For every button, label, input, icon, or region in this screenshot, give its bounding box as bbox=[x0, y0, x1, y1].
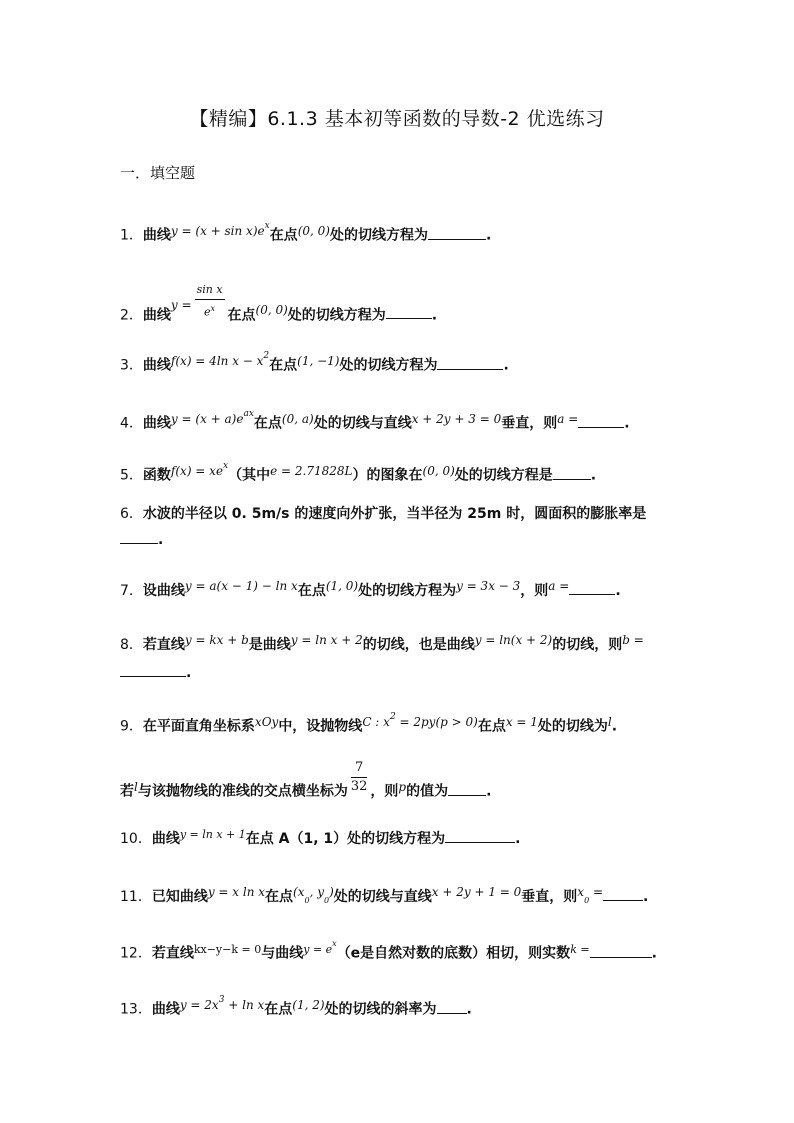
question-9: 9．在平面直角坐标系xOy中，设抛物线C : $x^2 = 2py(p > 0)$在点x = 1处的切线为l. bbox=[120, 712, 618, 735]
answer-blank[interactable] bbox=[120, 529, 158, 544]
answer-blank[interactable] bbox=[603, 886, 643, 901]
answer-blank[interactable] bbox=[428, 225, 486, 240]
question-8-continued: . bbox=[120, 662, 191, 683]
answer-blank[interactable] bbox=[590, 943, 652, 958]
page-title: 【精编】6.1.3 基本初等函数的导数-2 优选练习 bbox=[189, 108, 605, 130]
section-heading: 一．填空题 bbox=[120, 164, 196, 182]
fraction: $\frac{\text{sin x}}{e^x}$ bbox=[196, 283, 223, 319]
answer-blank[interactable] bbox=[120, 662, 186, 677]
fraction: $\frac{7}{32}$ bbox=[350, 760, 368, 794]
question-6: 6．水波的半径以 0. 5m/s 的速度向外扩张，当半径为 25m 时，圆面积的膨胀率是 bbox=[120, 506, 647, 522]
answer-blank[interactable] bbox=[553, 465, 591, 480]
answer-blank[interactable] bbox=[569, 580, 615, 595]
question-12: 12．若直线$^{kx-y-k = 0}$与曲线$^{y = ex}$（e是自然对数的底数）相切，则实数$^{k =}$ . bbox=[120, 939, 657, 962]
answer-blank[interactable] bbox=[386, 304, 432, 319]
question-6-continued: . bbox=[120, 529, 163, 550]
answer-blank[interactable] bbox=[437, 999, 467, 1014]
question-4: 4．曲线$y = (x + a)e^{ax}$在点(0, a)处的切线与直线x + 2y + 3 = 0垂直，则a = . bbox=[120, 409, 630, 432]
question-7: 7．设曲线y = a(x − 1) − ln x在点(1, 0)处的切线方程为y = 3x − 3，则a = . bbox=[120, 579, 621, 599]
question-1: 1．曲线$y = (x + \sin x)e^x$在点(0, 0)处的切线方程为 . bbox=[120, 221, 492, 244]
answer-blank[interactable] bbox=[578, 413, 624, 428]
question-11: 11．已知曲线y = x ln x在点($x_0$, $y_0$)处的切线与直线x + 2y + 1 = 0垂直，则$x_0$ = . bbox=[120, 885, 649, 905]
question-9-continued: 若l与该抛物线的准线的交点横坐标为 $\frac{7}{32}$ ，则p的值为 . bbox=[120, 760, 492, 800]
question-number: 1． bbox=[120, 227, 143, 244]
question-2: 2．曲线y = $\frac{\text{sin x}}{e^x}$ 在点(0, 0)处的切线方程为 . bbox=[120, 283, 438, 324]
question-5: 5．函数$f(x) = xe^x$（其中e = 2.71828L）的图象在(0, 0)处的切线方程是 . bbox=[120, 461, 597, 484]
answer-blank[interactable] bbox=[445, 828, 515, 843]
question-10: 10．曲线$^{y = ln x + 1}$在点 A（1, 1）处的切线方程为 . bbox=[120, 828, 521, 847]
answer-blank[interactable] bbox=[437, 355, 503, 370]
question-13: 13．曲线$y = 2x^3 + \ln x$在点(1, 2)处的切线的斜率为 . bbox=[120, 995, 472, 1018]
question-3: 3．曲线f(x) = 4ln $x - x^2$在点(1, −1)处的切线方程为 . bbox=[120, 351, 509, 374]
answer-blank[interactable] bbox=[448, 781, 486, 796]
question-8: 8．若直线y = kx + b是曲线y = ln x + 2的切线，也是曲线y = ln(x + 2)的切线，则b = bbox=[120, 633, 644, 653]
